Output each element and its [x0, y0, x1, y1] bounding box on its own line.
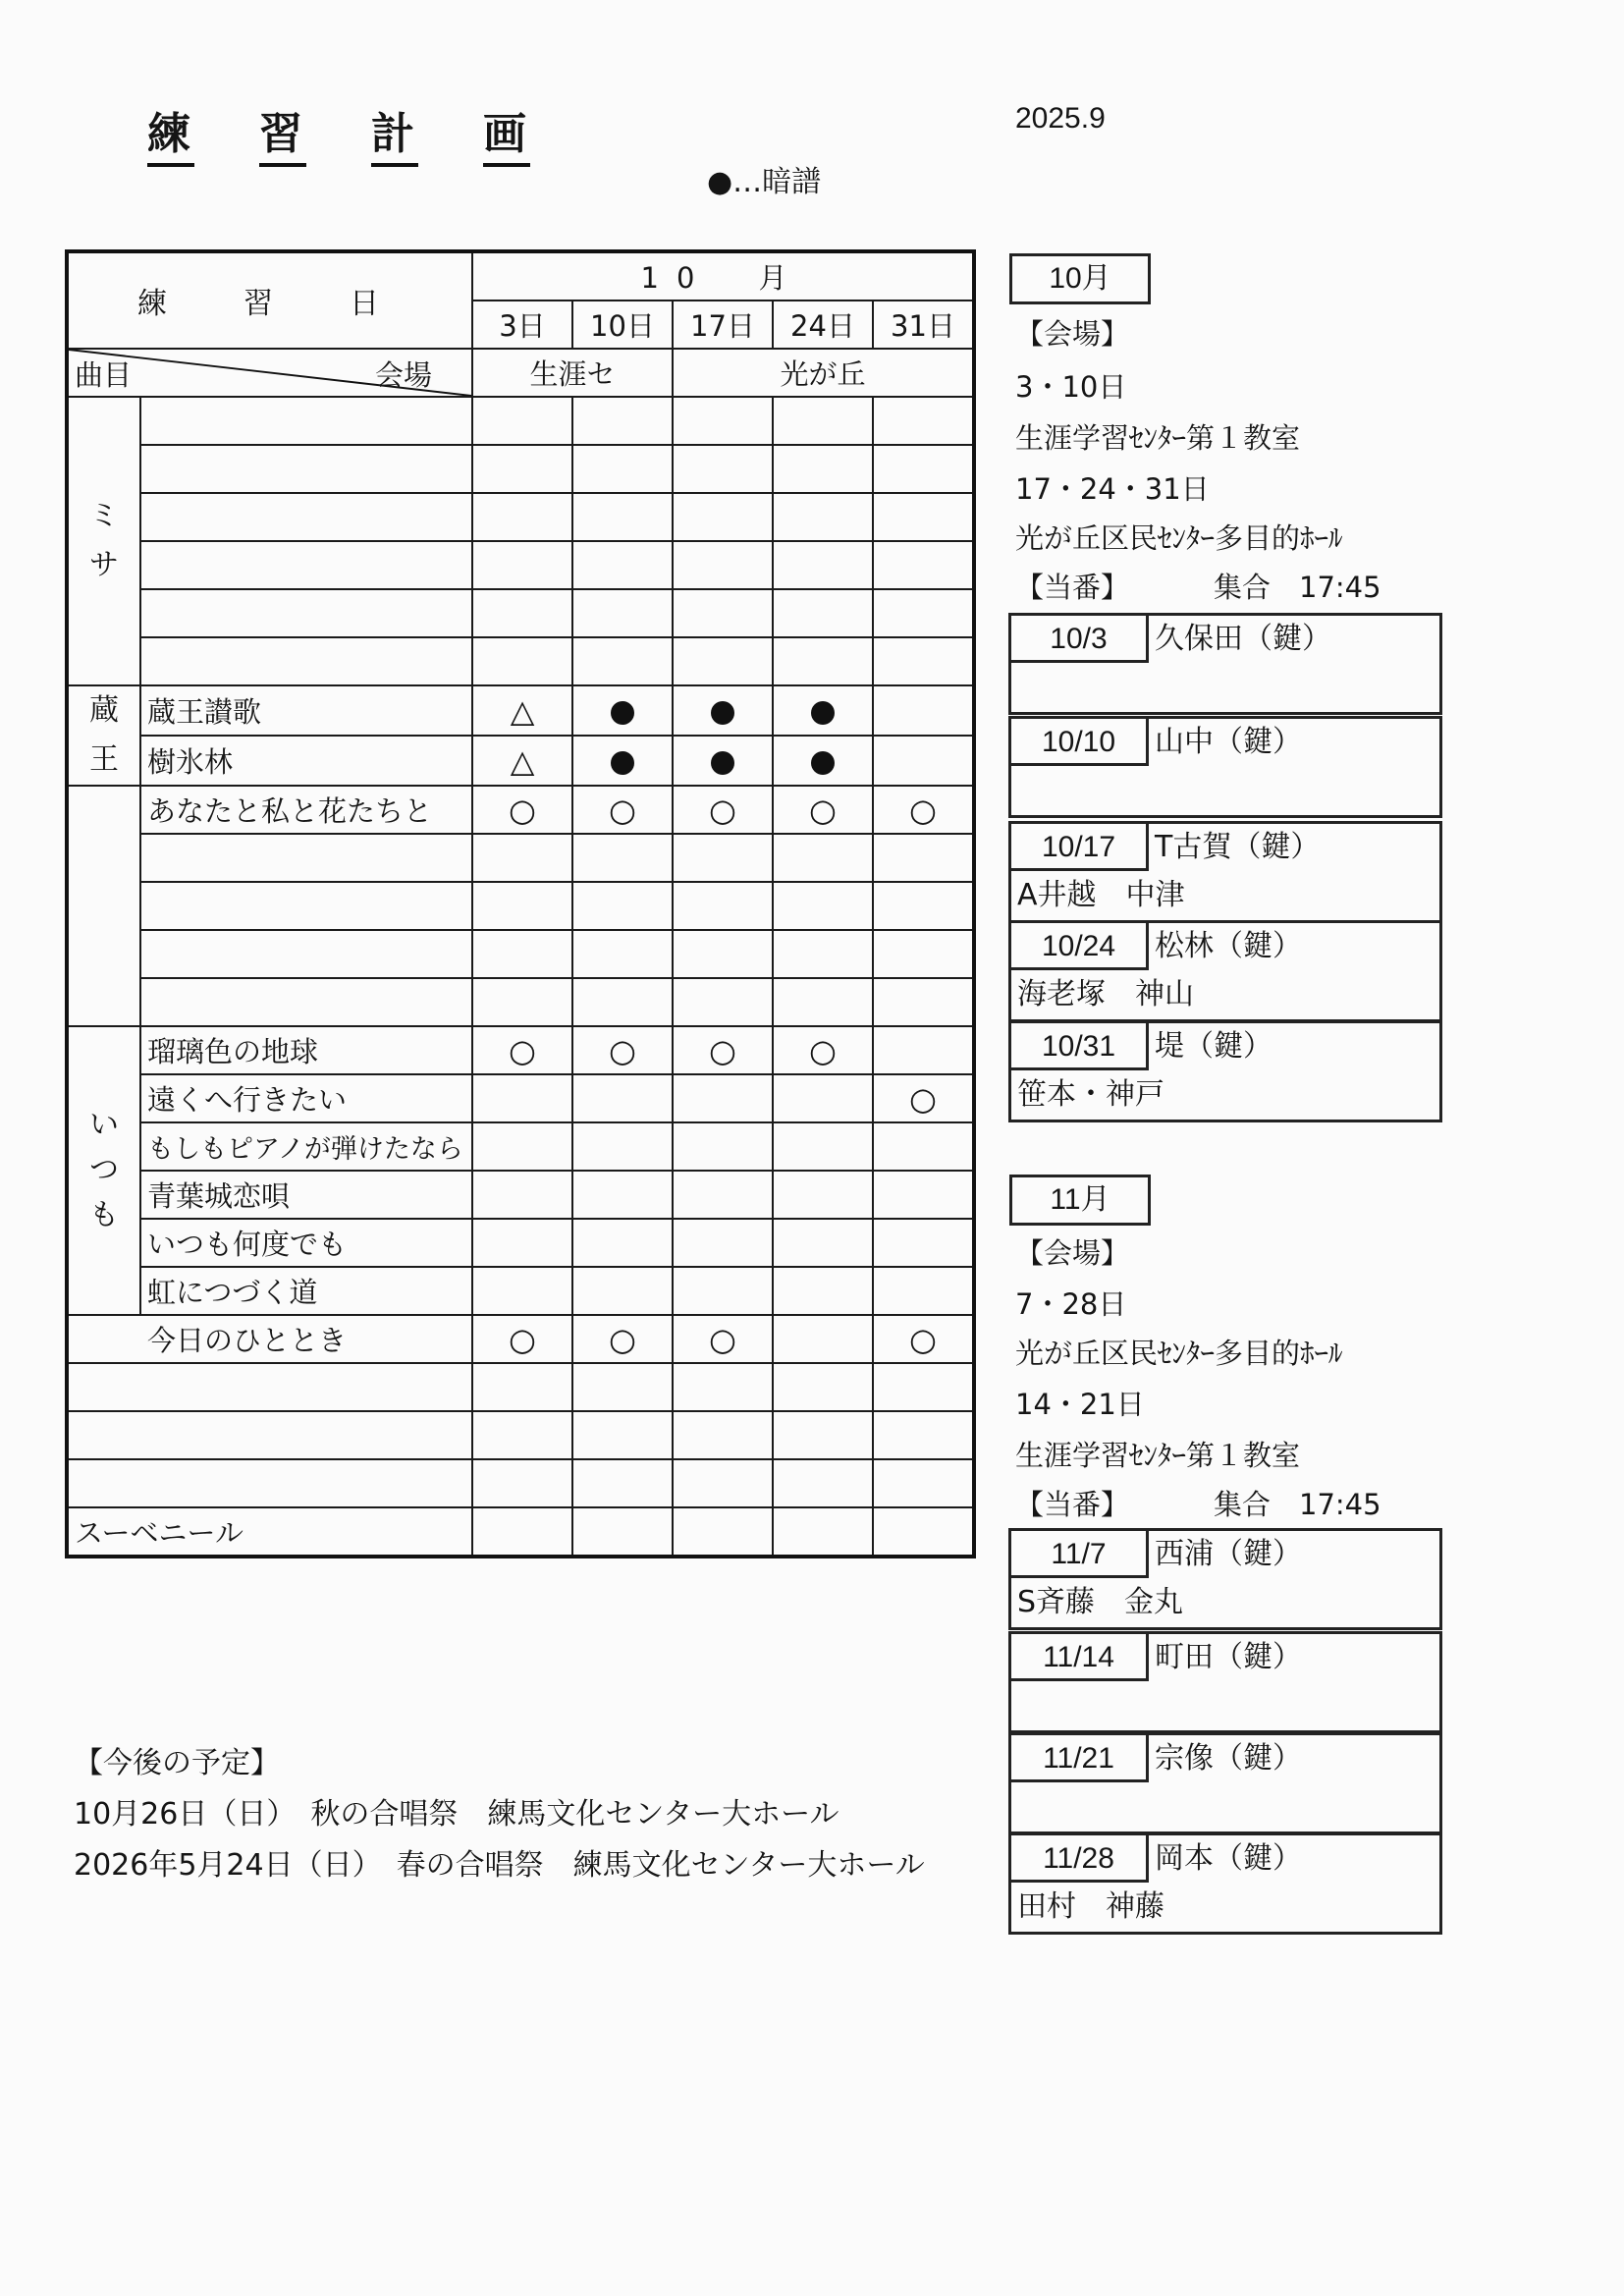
song-title: あなたと私と花たちと — [140, 786, 472, 834]
schedule-item: 2026年5月24日（日） 春の合唱祭 練馬文化センター大ホール — [74, 1848, 925, 1883]
practice-circle: ○ — [709, 791, 736, 829]
mark-cell — [572, 978, 673, 1026]
mark-cell — [873, 445, 973, 493]
practice-circle: ○ — [809, 1031, 837, 1069]
mark-cell — [873, 589, 973, 637]
practice-mark — [673, 1171, 773, 1219]
partial-mark: △ — [510, 691, 535, 730]
practice-circle: ○ — [509, 1031, 536, 1069]
mark-cell — [572, 882, 673, 930]
practice-day-header: 練 習 日 — [68, 252, 472, 349]
duty-date: 10/10 — [1011, 719, 1149, 766]
mark-cell — [673, 541, 773, 589]
practice-mark — [472, 1171, 572, 1219]
duty-extra — [1011, 1782, 1439, 1831]
mark-cell — [873, 637, 973, 685]
practice-mark — [873, 685, 973, 736]
practice-mark — [673, 685, 773, 736]
practice-mark — [572, 786, 673, 834]
song-row — [68, 1026, 973, 1074]
mark-cell — [873, 541, 973, 589]
practice-mark — [673, 786, 773, 834]
duty-block — [1008, 1528, 1442, 1630]
song-title: もしもピアノが弾けたなら — [140, 1122, 472, 1171]
practice-mark — [773, 685, 873, 736]
mark-cell — [873, 1507, 973, 1556]
duty-block — [1008, 1732, 1442, 1834]
october-venue-line: 光が丘区民ｾﾝﾀｰ多目的ﾎｰﾙ — [1015, 521, 1343, 555]
duty-name: 西浦（鍵） — [1155, 1537, 1302, 1571]
duty-date: 10/17 — [1011, 824, 1149, 871]
mark-cell — [773, 834, 873, 882]
mark-cell — [673, 978, 773, 1026]
practice-mark — [572, 1026, 673, 1074]
duty-block — [1008, 920, 1442, 1022]
song-row — [68, 786, 973, 834]
practice-mark — [673, 736, 773, 786]
mark-cell — [773, 637, 873, 685]
mark-cell — [572, 445, 673, 493]
practice-mark — [572, 1267, 673, 1315]
practice-mark — [572, 1219, 673, 1267]
practice-mark — [673, 1315, 773, 1363]
practice-mark — [572, 736, 673, 786]
song-row — [68, 1171, 973, 1219]
song-row — [68, 1315, 973, 1363]
mark-cell — [472, 834, 572, 882]
practice-mark — [873, 1267, 973, 1315]
practice-mark — [572, 1122, 673, 1171]
october-venue-line: 3・10日 — [1015, 370, 1127, 404]
duty-extra — [1011, 663, 1439, 712]
october-gather-time: 集合 17:45 — [1214, 571, 1381, 604]
song-cell — [140, 882, 472, 930]
venue-cell: 光が丘 — [673, 349, 973, 397]
duty-extra: 田村 神藤 — [1017, 1889, 1164, 1924]
practice-mark — [773, 1026, 873, 1074]
mark-cell — [873, 834, 973, 882]
practice-mark — [773, 1267, 873, 1315]
duty-block — [1008, 1020, 1442, 1122]
song-cell — [68, 1363, 472, 1411]
schedule-item: 10月26日（日） 秋の合唱祭 練馬文化センター大ホール — [74, 1797, 839, 1831]
mark-cell — [773, 445, 873, 493]
mark-cell — [572, 589, 673, 637]
mark-cell — [472, 397, 572, 445]
november-venue-line: 光が丘区民ｾﾝﾀｰ多目的ﾎｰﾙ — [1015, 1337, 1343, 1370]
song-row — [68, 685, 973, 736]
mark-cell — [472, 930, 572, 978]
practice-circle: ○ — [609, 791, 636, 829]
memorized-dot — [711, 751, 734, 775]
memorized-dot — [711, 701, 734, 725]
duty-name: 久保田（鍵） — [1155, 622, 1331, 656]
mark-cell — [873, 882, 973, 930]
group-zao — [68, 685, 140, 786]
practice-circle: ○ — [809, 791, 837, 829]
october-duty-heading: 【当番】 — [1015, 571, 1130, 604]
mark-cell — [572, 1459, 673, 1507]
practice-mark — [472, 685, 572, 736]
souvenir-label: スーベニール — [68, 1507, 472, 1556]
mark-cell — [572, 493, 673, 541]
song-title: 遠くへ行きたい — [140, 1074, 472, 1122]
mark-cell — [673, 834, 773, 882]
practice-mark — [572, 1315, 673, 1363]
practice-mark — [673, 1122, 773, 1171]
song-cell — [140, 978, 472, 1026]
memorized-dot — [611, 751, 634, 775]
duty-extra: A井越 中津 — [1017, 878, 1185, 912]
duty-name: T古賀（鍵） — [1155, 830, 1321, 864]
practice-mark — [673, 1267, 773, 1315]
song-cell — [140, 445, 472, 493]
mark-cell — [873, 930, 973, 978]
mark-cell — [472, 882, 572, 930]
mark-cell — [572, 1507, 673, 1556]
venue-label: 会場 — [374, 358, 432, 392]
mark-cell — [572, 1363, 673, 1411]
day-header: 31日 — [873, 301, 973, 349]
duty-name: 宗像（鍵） — [1155, 1741, 1302, 1776]
mark-cell — [773, 1507, 873, 1556]
memorized-dot — [811, 751, 835, 775]
mark-cell — [572, 834, 673, 882]
mark-cell — [673, 397, 773, 445]
venue-cell: 生涯セ — [472, 349, 673, 397]
mark-cell — [472, 978, 572, 1026]
mark-cell — [873, 1459, 973, 1507]
song-row — [68, 736, 973, 786]
duty-extra: 海老塚 神山 — [1017, 977, 1194, 1011]
mark-cell — [673, 930, 773, 978]
duty-date: 10/24 — [1011, 923, 1149, 970]
song-cell — [140, 834, 472, 882]
practice-mark — [572, 1171, 673, 1219]
november-gather-time: 集合 17:45 — [1214, 1488, 1381, 1521]
song-row — [68, 1219, 973, 1267]
song-cell — [140, 541, 472, 589]
october-venue-line: 生涯学習ｾﾝﾀｰ第１教室 — [1015, 421, 1301, 455]
title-char: 計 — [371, 98, 418, 167]
practice-circle: ○ — [909, 791, 937, 829]
duty-date: 10/3 — [1011, 616, 1149, 663]
practice-mark — [873, 1219, 973, 1267]
practice-mark — [472, 1122, 572, 1171]
practice-mark — [472, 1267, 572, 1315]
practice-circle: ○ — [609, 1320, 636, 1358]
day-header: 3日 — [472, 301, 572, 349]
mark-cell — [472, 589, 572, 637]
mark-cell — [673, 1507, 773, 1556]
mark-cell — [773, 589, 873, 637]
practice-circle: ○ — [609, 1031, 636, 1069]
song-cell — [68, 1411, 472, 1459]
practice-mark — [673, 1074, 773, 1122]
practice-mark — [673, 1219, 773, 1267]
mark-cell — [773, 1459, 873, 1507]
october-month-box: 10月 — [1009, 253, 1151, 304]
november-month-box: 11月 — [1009, 1175, 1151, 1226]
mark-cell — [673, 493, 773, 541]
song-label: 曲目 — [75, 358, 133, 392]
mark-cell — [773, 882, 873, 930]
practice-mark — [572, 1074, 673, 1122]
duty-name: 松林（鍵） — [1155, 929, 1302, 963]
practice-circle: ○ — [709, 1320, 736, 1358]
month-header: 10 月 — [472, 252, 973, 301]
practice-mark — [773, 1171, 873, 1219]
mark-cell — [773, 397, 873, 445]
mark-cell — [673, 1411, 773, 1459]
practice-mark — [472, 1315, 572, 1363]
practice-circle: ○ — [709, 1031, 736, 1069]
duty-extra — [1011, 766, 1439, 815]
mark-cell — [472, 637, 572, 685]
practice-mark — [472, 1074, 572, 1122]
mark-cell — [472, 1459, 572, 1507]
practice-circle: ○ — [909, 1320, 937, 1358]
practice-mark — [472, 786, 572, 834]
practice-mark — [873, 1315, 973, 1363]
title-char: 画 — [483, 98, 530, 167]
practice-mark — [873, 1074, 973, 1122]
song-row — [68, 1074, 973, 1122]
practice-mark — [673, 1026, 773, 1074]
group-misa — [68, 397, 140, 685]
practice-mark — [873, 1171, 973, 1219]
song-title: 瑠璃色の地球 — [140, 1026, 472, 1074]
mark-cell — [873, 978, 973, 1026]
mark-cell — [673, 1363, 773, 1411]
mark-cell — [673, 1459, 773, 1507]
song-cell — [68, 1459, 472, 1507]
november-venue-line: 生涯学習ｾﾝﾀｰ第１教室 — [1015, 1439, 1301, 1472]
memorized-legend: ●…暗譜 — [707, 165, 822, 199]
partial-mark: △ — [510, 741, 535, 780]
practice-mark — [472, 1219, 572, 1267]
group-label: い つ も — [89, 1108, 119, 1232]
practice-plan-table — [67, 251, 974, 1557]
mark-cell — [572, 637, 673, 685]
practice-mark — [472, 1026, 572, 1074]
duty-extra: 笹本・神戸 — [1017, 1077, 1164, 1112]
duty-name: 山中（鍵） — [1155, 725, 1302, 759]
mark-cell — [472, 1507, 572, 1556]
mark-cell — [472, 445, 572, 493]
practice-mark — [873, 736, 973, 786]
memorized-dot — [811, 701, 835, 725]
duty-date: 10/31 — [1011, 1023, 1149, 1070]
title-char: 練 — [147, 98, 194, 167]
duty-block — [1008, 1631, 1442, 1733]
duty-date: 11/28 — [1011, 1835, 1149, 1883]
practice-mark — [773, 1074, 873, 1122]
group-label: ミ サ — [89, 499, 119, 582]
duty-extra: S斉藤 金丸 — [1017, 1585, 1184, 1619]
duty-date: 11/21 — [1011, 1735, 1149, 1782]
mark-cell — [873, 397, 973, 445]
duty-name: 堤（鍵） — [1155, 1029, 1272, 1064]
group-label: 蔵 王 — [89, 693, 119, 777]
mark-cell — [773, 1411, 873, 1459]
mark-cell — [572, 541, 673, 589]
november-venue-line: 14・21日 — [1015, 1388, 1145, 1421]
song-cell — [140, 397, 472, 445]
schedule-heading: 【今後の予定】 — [74, 1746, 280, 1780]
song-cell — [140, 637, 472, 685]
song-cell — [140, 589, 472, 637]
song-title: 虹につづく道 — [140, 1267, 472, 1315]
mark-cell — [673, 637, 773, 685]
mark-cell — [773, 978, 873, 1026]
mark-cell — [773, 493, 873, 541]
duty-extra — [1011, 1681, 1439, 1730]
day-header: 10日 — [572, 301, 673, 349]
song-row — [68, 1122, 973, 1171]
document-date: 2025.9 — [1015, 102, 1106, 135]
mark-cell — [673, 589, 773, 637]
mark-cell — [773, 930, 873, 978]
mark-cell — [472, 1411, 572, 1459]
mark-cell — [673, 445, 773, 493]
mark-cell — [873, 1363, 973, 1411]
practice-mark — [773, 736, 873, 786]
page-title — [147, 98, 530, 167]
song-title: 蔵王讃歌 — [140, 685, 472, 736]
mark-cell — [572, 397, 673, 445]
duty-date: 11/14 — [1011, 1634, 1149, 1681]
duty-block — [1008, 613, 1442, 715]
duty-name: 町田（鍵） — [1155, 1640, 1302, 1674]
mark-cell — [472, 541, 572, 589]
song-title: いつも何度でも — [140, 1219, 472, 1267]
practice-mark — [873, 1026, 973, 1074]
mark-cell — [572, 930, 673, 978]
duty-block — [1008, 1832, 1442, 1935]
song-cell — [140, 930, 472, 978]
duty-block — [1008, 821, 1442, 923]
november-venue-heading: 【会場】 — [1015, 1236, 1130, 1270]
practice-mark — [773, 786, 873, 834]
mark-cell — [773, 1363, 873, 1411]
november-duty-heading: 【当番】 — [1015, 1488, 1130, 1521]
november-venue-line: 7・28日 — [1015, 1287, 1127, 1321]
practice-circle: ○ — [909, 1079, 937, 1118]
day-header: 17日 — [673, 301, 773, 349]
song-row — [68, 1267, 973, 1315]
practice-mark — [873, 1122, 973, 1171]
song-title: 青葉城恋唄 — [140, 1171, 472, 1219]
practice-mark — [873, 786, 973, 834]
duty-block — [1008, 716, 1442, 818]
song-venue-header — [68, 349, 472, 397]
practice-mark — [773, 1315, 873, 1363]
mark-cell — [873, 1411, 973, 1459]
duty-name: 岡本（鍵） — [1155, 1841, 1302, 1876]
day-header: 24日 — [773, 301, 873, 349]
october-venue-line: 17・24・31日 — [1015, 472, 1210, 506]
mark-cell — [572, 1411, 673, 1459]
practice-mark — [773, 1219, 873, 1267]
group-itsumo — [68, 1026, 140, 1315]
duty-date: 11/7 — [1011, 1531, 1149, 1578]
mark-cell — [773, 541, 873, 589]
practice-mark — [773, 1122, 873, 1171]
mark-cell — [472, 1363, 572, 1411]
mark-cell — [873, 493, 973, 541]
song-title: 今日のひととき — [68, 1315, 472, 1363]
song-title: 樹氷林 — [140, 736, 472, 786]
memorized-dot — [611, 701, 634, 725]
practice-circle: ○ — [509, 1320, 536, 1358]
mark-cell — [472, 493, 572, 541]
title-char: 習 — [259, 98, 306, 167]
group-unnamed — [68, 786, 140, 1026]
october-venue-heading: 【会場】 — [1015, 317, 1130, 351]
song-cell — [140, 493, 472, 541]
practice-circle: ○ — [509, 791, 536, 829]
practice-mark — [572, 685, 673, 736]
practice-mark — [472, 736, 572, 786]
mark-cell — [673, 882, 773, 930]
